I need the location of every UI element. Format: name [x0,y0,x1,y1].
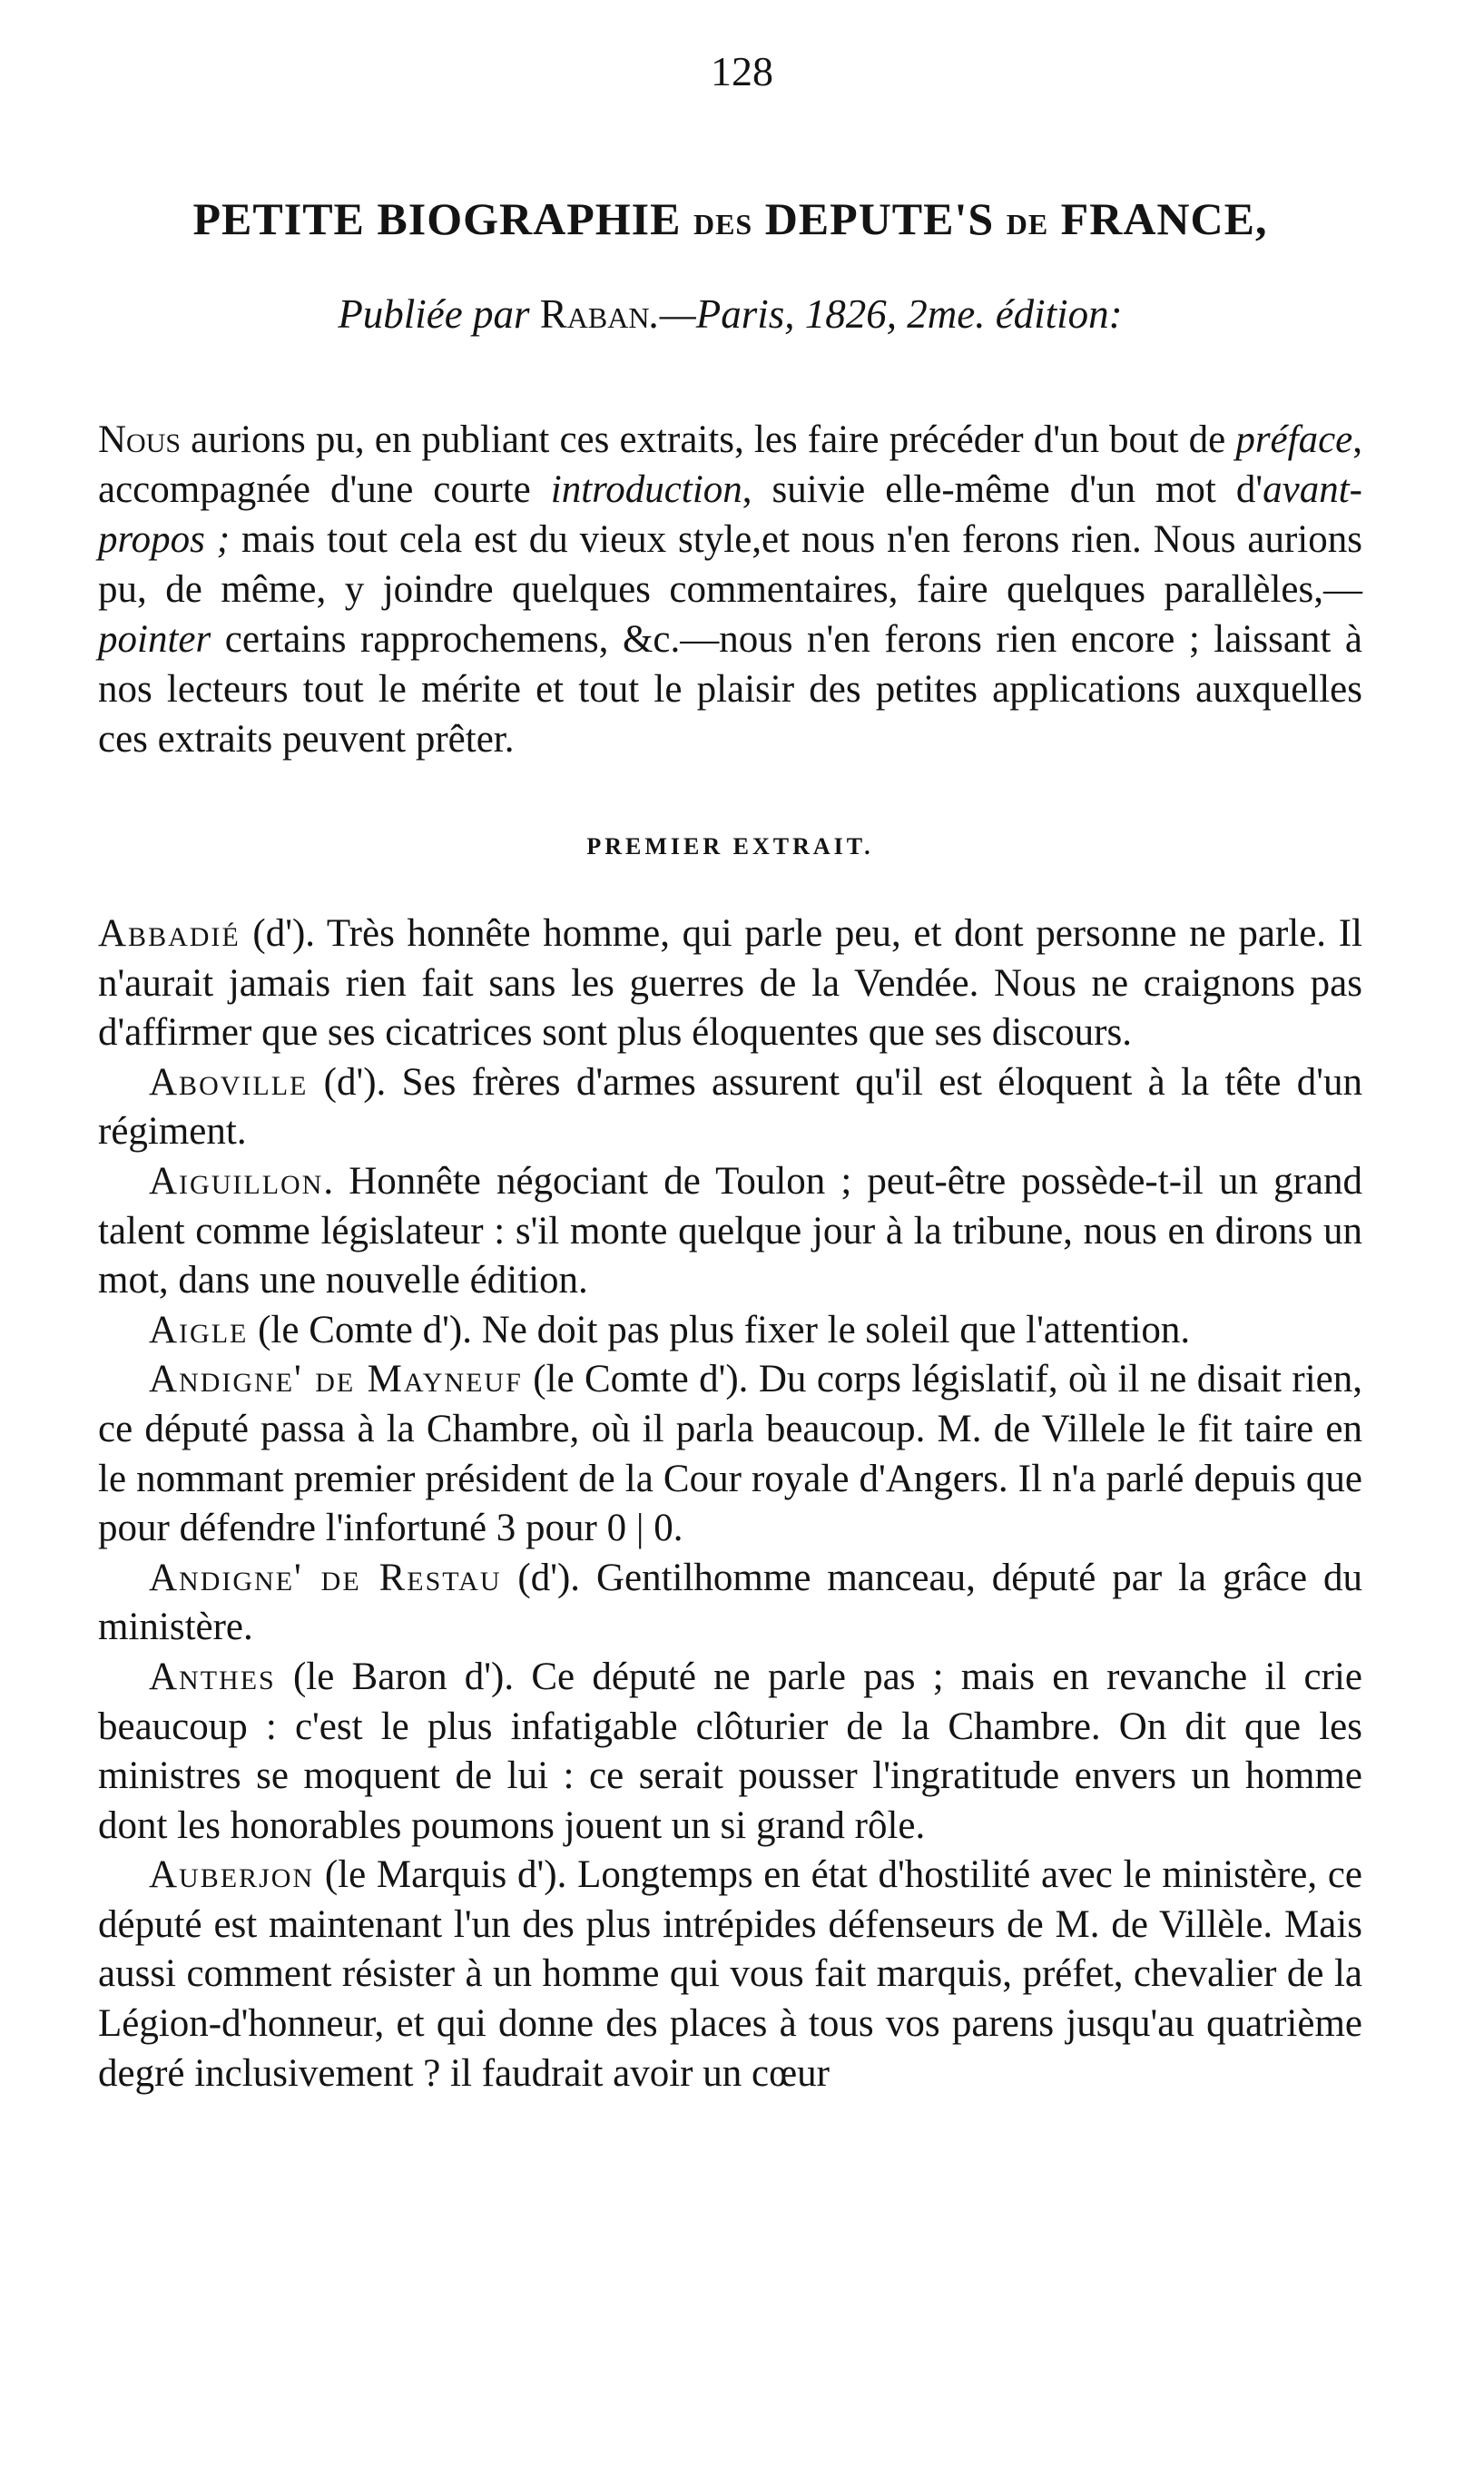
entry-text: (le Comte d'). Du corps législatif, où il ne disait rien, ce député passa à la Chambre, où il parla beaucoup. M. de Villele le fit taire en le nommant premier président de la Cour royale d'Angers. Il n'a parlé depuis que pour défendre l'infortuné 3 pour 0 | 0. [98,1358,1362,1550]
title-small-1: DES [693,208,753,241]
entry-name: Andigne' de Mayneuf [149,1358,523,1401]
author-name: Raban [539,291,650,337]
entry-andigne-restau [98,1554,1362,1653]
entry-text: (d'). Très honnête homme, qui parle peu, et dont personne ne parle. Il n'aurait jamais rien fait sans les guerres de la Vendée. Nous ne craignons pas d'affirmer que ses cicatrices sont plus éloquentes que ses discours. [98,912,1362,1055]
entry-name: Aiguillon [149,1159,324,1203]
entry-aboville [98,1058,1362,1157]
entry-text: (d'). Ses frères d'armes assurent qu'il est éloquent à la tête d'un régiment. [98,1060,1362,1154]
intro-text-1: aurions pu, en publiant ces extraits, les faire précéder d'un bout de [181,418,1236,461]
intro-italic-1: préface [1235,418,1353,461]
intro-text-2: , accompagnée d'une courte [98,418,1362,511]
title-part-3: FRANCE, [1060,193,1268,244]
entry-text: (le Comte d'). Ne doit pas plus fixer le soleil que l'attention. [248,1308,1191,1351]
entry-text: . Honnête négociant de Toulon ; peut-être possède-t-il un grand talent comme législateur : s'il monte quelque jour à la tribune, nous en dirons un mot, dans une nouvelle édition. [98,1159,1362,1302]
page-title [98,192,1362,245]
page-number: 128 [711,48,773,94]
entry-text: (d'). Gentilhomme manceau, député par la grâce du ministère. [98,1556,1362,1649]
deputy-entries [98,909,1362,2098]
entry-name: Abbadié [98,912,241,955]
title-part-2: DEPUTE'S [764,193,995,244]
intro-text-4: mais tout cela est du vieux style,et nous n'en ferons rien. Nous aurions pu, de même, y joindre quelques commentaires, faire quelques parallèles,— [98,518,1362,611]
intro-lead-word: Nous [98,418,182,461]
title-part-1: PETITE BIOGRAPHIE [192,193,682,244]
publication-line [98,290,1362,338]
entry-andigne-mayneuf [98,1355,1362,1553]
entry-name: Andigne' de Restau [149,1556,502,1599]
entry-aiguillon [98,1157,1362,1306]
intro-paragraph [98,415,1362,764]
section-heading: PREMIER EXTRAIT. [586,833,874,860]
entry-auberjon [98,1851,1362,2098]
entry-anthes [98,1653,1362,1851]
title-small-2: DE [1006,208,1049,241]
publication-details: .—Paris, 1826, 2me. édition: [649,291,1123,337]
entry-name: Aboville [149,1060,309,1104]
intro-text-3: , suivie elle-même d'un mot d' [742,468,1263,511]
entry-name: Anthes [149,1655,276,1698]
entry-abbadie [98,909,1362,1058]
published-by: Publiée par [338,291,530,337]
intro-italic-2: introduction [550,468,742,511]
entry-text: (le Marquis d'). Longtemps en état d'hostilité avec le ministère, ce député est maintenant l'un des plus intrépides défenseurs de M. de Villèle. Mais aussi comment résister à un homme qui vous fait marquis, préfet, chevalier de la Légion-d'honneur, et qui donne des places à tous vos parens jusqu'au quatrième degré inclusivement ? il faudrait avoir un cœur [98,1853,1362,2095]
intro-text-5: certains rapprochemens, &c.—nous n'en ferons rien encore ; laissant à nos lecteurs tout le mérite et tout le plaisir des petites applications auxquelles ces extraits peuvent prêter. [98,618,1362,761]
entry-text: (le Baron d'). Ce député ne parle pas ; mais en revanche il crie beaucoup : c'est le plus infatigable clôturier de la Chambre. On dit que les ministres se moquent de lui : ce serait pousser l'ingratitude envers un homme dont les honorables poumons jouent un si grand rôle. [98,1655,1362,1847]
intro-italic-4: pointer [98,618,211,661]
intro-italic-3: avant-propos ; [98,468,1362,561]
entry-aigle [98,1306,1362,1356]
entry-name: Aigle [149,1308,249,1351]
entry-name: Auberjon [149,1853,315,1897]
